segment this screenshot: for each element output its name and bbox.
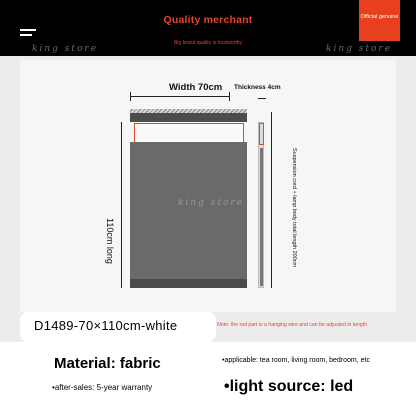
- watermark: king store: [32, 44, 99, 54]
- head-rail: [130, 113, 247, 122]
- cord-length-label: Suspension cord + lamp body total length 200cm: [291, 148, 297, 268]
- hanging-wire-side-highlight: [259, 123, 264, 145]
- applicable-spec: •applicable: tea room, living room, bedroom, etc: [222, 357, 370, 364]
- width-arrow-tick: [229, 92, 230, 101]
- official-genuine-badge: Official genuine: [359, 0, 400, 41]
- thickness-label: Thickness 4cm: [234, 84, 281, 91]
- lamp-body-side: [260, 148, 263, 286]
- hanging-wire-highlight: [134, 123, 244, 143]
- watermark: king store: [326, 44, 393, 54]
- watermark: king store: [178, 198, 245, 208]
- menu-icon[interactable]: [20, 29, 36, 37]
- width-arrow-tick: [130, 92, 131, 101]
- cord-length-arrow-line: [271, 112, 272, 288]
- product-code: D1489-70×110cm-white: [34, 318, 178, 333]
- light-source-spec: •light source: led: [224, 378, 354, 395]
- after-sales-text: after-sales: 5-year warranty: [54, 383, 153, 392]
- bottom-bar: [130, 279, 247, 288]
- header-title: Quality merchant: [163, 14, 253, 26]
- light-source-text: light source: led: [229, 378, 354, 395]
- product-info-area: [0, 342, 416, 416]
- note-text: Note: the red part is a hanging wire and can be adjusted in length: [217, 322, 367, 328]
- width-label: Width 70cm: [169, 82, 223, 93]
- material-spec: Material: fabric: [54, 355, 161, 372]
- after-sales-spec: •after-sales: 5-year warranty: [52, 383, 153, 392]
- height-label: 110cm long: [105, 218, 115, 264]
- width-arrow-line: [130, 96, 230, 97]
- header-bar: [0, 0, 416, 56]
- height-arrow-line: [121, 122, 122, 288]
- fabric-shade: [130, 142, 247, 280]
- applicable-text: applicable: tea room, living room, bedroom, etc: [224, 357, 370, 364]
- header-subtitle: Big brand quality is trustworthy: [173, 40, 243, 46]
- thickness-arrow-line: [258, 98, 266, 99]
